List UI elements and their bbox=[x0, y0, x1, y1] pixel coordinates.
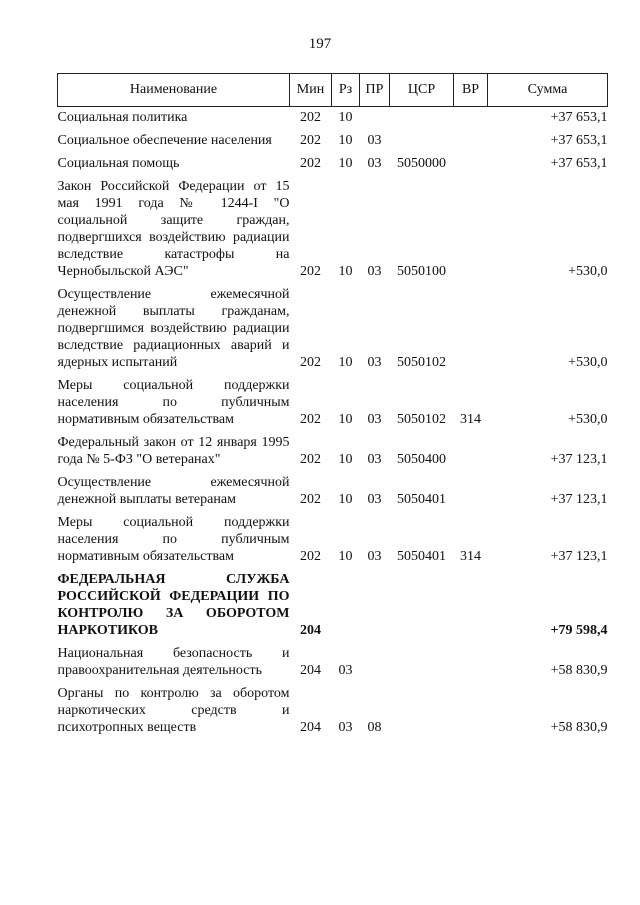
row-vr bbox=[454, 172, 488, 280]
row-sum: +58 830,9 bbox=[550, 720, 608, 735]
header-name: Наименование bbox=[58, 74, 290, 107]
row-name: Меры социальной поддержки населения по публичным нормативным обязательствам bbox=[57, 378, 290, 427]
row-csr: 5050102 bbox=[397, 412, 446, 427]
row-csr: 5050401 bbox=[397, 549, 446, 564]
row-name: ФЕДЕРАЛЬНАЯ СЛУЖБА РОССИЙСКОЙ ФЕДЕРАЦИИ ПО КОНТРОЛЮ ЗА ОБОРОТОМ НАРКОТИКОВ bbox=[57, 572, 290, 638]
row-sum: +37 653,1 bbox=[550, 156, 608, 171]
row-rz: 03 bbox=[338, 720, 353, 735]
row-rz: 10 bbox=[338, 110, 353, 125]
row-name: Органы по контролю за оборотом наркотических средств и психотропных веществ bbox=[57, 686, 290, 735]
row-csr bbox=[390, 679, 454, 736]
row-sum: +37 653,1 bbox=[550, 110, 608, 125]
row-csr bbox=[390, 565, 454, 639]
row-rz: 10 bbox=[338, 452, 353, 467]
row-sum: +37 123,1 bbox=[550, 492, 608, 507]
row-sum: +37 123,1 bbox=[550, 452, 608, 467]
row-name: Федеральный закон от 12 января 1995 года № 5-ФЗ "О ветеранах" bbox=[57, 435, 290, 467]
row-pr bbox=[360, 107, 390, 127]
row-pr: 03 bbox=[367, 492, 382, 507]
row-name: Национальная безопасность и правоохранительная деятельность bbox=[57, 646, 290, 678]
table-row bbox=[58, 371, 608, 428]
row-name: Осуществление ежемесячной денежной выплаты ветеранам bbox=[57, 475, 290, 507]
header-sum: Сумма bbox=[488, 74, 608, 107]
row-name: Осуществление ежемесячной денежной выплаты гражданам, подвергшимся воздействию радиации вследствие радиационных аварий и ядерных испытаний bbox=[57, 287, 290, 370]
row-rz: 10 bbox=[338, 412, 353, 427]
row-name: Социальное обеспечение населения bbox=[57, 133, 272, 148]
row-vr: 314 bbox=[460, 412, 481, 427]
table-row bbox=[58, 639, 608, 679]
row-pr: 03 bbox=[367, 549, 382, 564]
row-vr bbox=[454, 468, 488, 508]
row-vr bbox=[454, 280, 488, 371]
row-rz: 10 bbox=[338, 492, 353, 507]
row-rz: 10 bbox=[338, 355, 353, 370]
row-csr: 5050401 bbox=[397, 492, 446, 507]
row-csr bbox=[390, 639, 454, 679]
row-min: 202 bbox=[300, 492, 321, 507]
row-pr: 03 bbox=[367, 156, 382, 171]
table-header-row bbox=[58, 74, 608, 107]
header-rz: Рз bbox=[332, 74, 360, 107]
row-min: 202 bbox=[300, 133, 321, 148]
row-name: Социальная политика bbox=[57, 110, 188, 125]
table-row bbox=[58, 149, 608, 172]
row-vr bbox=[454, 126, 488, 149]
table-row-agency bbox=[58, 565, 608, 639]
page-number: 197 bbox=[308, 36, 332, 52]
row-sum: +530,0 bbox=[568, 264, 608, 279]
row-pr bbox=[360, 565, 390, 639]
row-min: 204 bbox=[300, 663, 321, 678]
header-csr: ЦСР bbox=[390, 74, 454, 107]
row-csr bbox=[390, 107, 454, 127]
row-min: 202 bbox=[300, 412, 321, 427]
row-name: Меры социальной поддержки населения по публичным нормативным обязательствам bbox=[57, 515, 290, 564]
table-row bbox=[58, 126, 608, 149]
row-rz bbox=[332, 565, 360, 639]
table-row bbox=[58, 468, 608, 508]
row-name: Закон Российской Федерации от 15 мая 1991 года № 1244-I "О социальной защите граждан, подвергшихся воздействию радиации вследствие катастрофы на Чернобыльской АЭС" bbox=[57, 179, 290, 279]
row-vr bbox=[454, 639, 488, 679]
table-row bbox=[58, 679, 608, 736]
table-row bbox=[58, 428, 608, 468]
row-sum: +79 598,4 bbox=[550, 623, 608, 638]
row-min: 202 bbox=[300, 355, 321, 370]
row-min: 202 bbox=[300, 452, 321, 467]
row-rz: 10 bbox=[338, 549, 353, 564]
row-csr: 5050102 bbox=[397, 355, 446, 370]
row-rz: 03 bbox=[338, 663, 353, 678]
row-vr bbox=[454, 107, 488, 127]
row-csr: 5050100 bbox=[397, 264, 446, 279]
row-rz: 10 bbox=[338, 264, 353, 279]
row-vr: 314 bbox=[460, 549, 481, 564]
row-sum: +58 830,9 bbox=[550, 663, 608, 678]
row-min: 204 bbox=[300, 720, 321, 735]
row-vr bbox=[454, 565, 488, 639]
header-pr: ПР bbox=[360, 74, 390, 107]
row-min: 202 bbox=[300, 156, 321, 171]
row-csr: 5050000 bbox=[397, 156, 446, 171]
row-name: Социальная помощь bbox=[57, 156, 180, 171]
row-sum: +530,0 bbox=[568, 355, 608, 370]
row-min: 202 bbox=[300, 110, 321, 125]
row-pr: 03 bbox=[367, 452, 382, 467]
row-sum: +530,0 bbox=[568, 412, 608, 427]
row-csr: 5050400 bbox=[397, 452, 446, 467]
table-row bbox=[58, 508, 608, 565]
table-row bbox=[58, 107, 608, 127]
budget-table bbox=[57, 73, 608, 736]
header-vr: ВР bbox=[454, 74, 488, 107]
row-min: 202 bbox=[300, 549, 321, 564]
row-vr bbox=[454, 679, 488, 736]
row-pr: 08 bbox=[367, 720, 382, 735]
row-csr bbox=[390, 126, 454, 149]
row-rz: 10 bbox=[338, 133, 353, 148]
table-row bbox=[58, 172, 608, 280]
row-pr: 03 bbox=[367, 264, 382, 279]
row-pr: 03 bbox=[367, 355, 382, 370]
row-sum: +37 653,1 bbox=[550, 133, 608, 148]
row-vr bbox=[454, 149, 488, 172]
row-rz: 10 bbox=[338, 156, 353, 171]
row-min: 202 bbox=[300, 264, 321, 279]
row-pr: 03 bbox=[367, 412, 382, 427]
row-min: 204 bbox=[300, 623, 321, 638]
header-min: Мин bbox=[290, 74, 332, 107]
row-pr: 03 bbox=[367, 133, 382, 148]
row-sum: +37 123,1 bbox=[550, 549, 608, 564]
row-vr bbox=[454, 428, 488, 468]
row-pr bbox=[360, 639, 390, 679]
table-row bbox=[58, 280, 608, 371]
